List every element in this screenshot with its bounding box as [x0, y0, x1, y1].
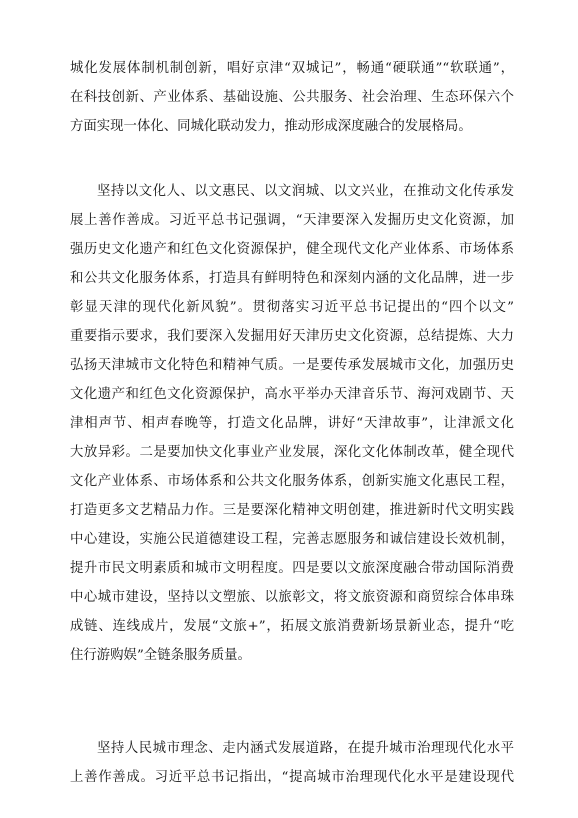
paragraph-2-line: 文化产业体系、市场体系和公共文化服务体系，创新实施文化惠民工程，	[70, 474, 514, 489]
paragraph-1-line: 方面实现一体化、同城化联动发力，推动形成深度融合的发展格局。	[70, 119, 472, 134]
paragraph-2-line: 重要指示要求，我们要深入发掘用好天津历史文化资源，总结提炼、大力	[70, 329, 514, 344]
paragraph-2-line: 弘扬天津城市文化特色和精神气质。一是要传承发展城市文化，加强历史	[70, 358, 514, 373]
paragraph-2-line: 提升市民文明素质和城市文明程度。四是要以文旅深度融合带动国际消费	[70, 561, 514, 576]
paragraph-3-line: 上善作善成。习近平总书记指出，“提高城市治理现代化水平是建设现代	[70, 770, 514, 785]
paragraph-2-line: 强历史文化遗产和红色文化资源保护，健全现代文化产业体系、市场体系	[70, 242, 514, 257]
paragraph-1	[70, 54, 514, 141]
paragraph-2-line: 成链、连线成片，发展“文旅+”，拓展文旅消费新场景新业态，提升“吃	[70, 619, 514, 634]
paragraph-2-line: 大放异彩。二是要加快文化事业产业发展，深化文化体制改革，健全现代	[70, 445, 514, 460]
paragraph-2-line: 中心建设，实施公民道德建设工程，完善志愿服务和诚信建设长效机制，	[70, 532, 514, 547]
paragraph-2-line: 展上善作善成。习近平总书记强调，“天津要深入发掘历史文化资源，加	[70, 213, 514, 228]
paragraph-2-line: 住行游购娱”全链条服务质量。	[70, 648, 251, 663]
paragraph-2-line: 中心城市建设，坚持以文塑旅、以旅彰文，将文旅资源和商贸综合体串珠	[70, 590, 514, 605]
paragraph-2-line: 打造更多文艺精品力作。三是要深化精神文明创建，推进新时代文明实践	[70, 503, 514, 518]
paragraph-2-line: 津相声节、相声春晚等，打造文化品牌，讲好“天津故事”，让津派文化	[70, 416, 514, 431]
paragraph-2-line: 和公共文化服务体系，打造具有鲜明特色和深刻内涵的文化品牌，进一步	[70, 271, 514, 286]
paragraph-3	[70, 734, 514, 792]
paragraph-2	[70, 177, 514, 670]
paragraph-2-line: 彰显天津的现代化新风貌”。贯彻落实习近平总书记提出的“四个以文”	[70, 300, 514, 315]
paragraph-2-line: 坚持以文化人、以文惠民、以文润城、以文兴业，在推动文化传承发	[97, 184, 514, 199]
paragraph-1-line: 城化发展体制机制创新，唱好京津“双城记”，畅通“硬联通”“软联通”，	[70, 61, 514, 76]
paragraph-3-line: 坚持人民城市理念、走内涵式发展道路，在提升城市治理现代化水平	[97, 741, 514, 756]
paragraph-2-line: 文化遗产和红色文化资源保护，高水平举办天津音乐节、海河戏剧节、天	[70, 387, 514, 402]
paragraph-1-line: 在科技创新、产业体系、基础设施、公共服务、社会治理、生态环保六个	[70, 90, 514, 105]
